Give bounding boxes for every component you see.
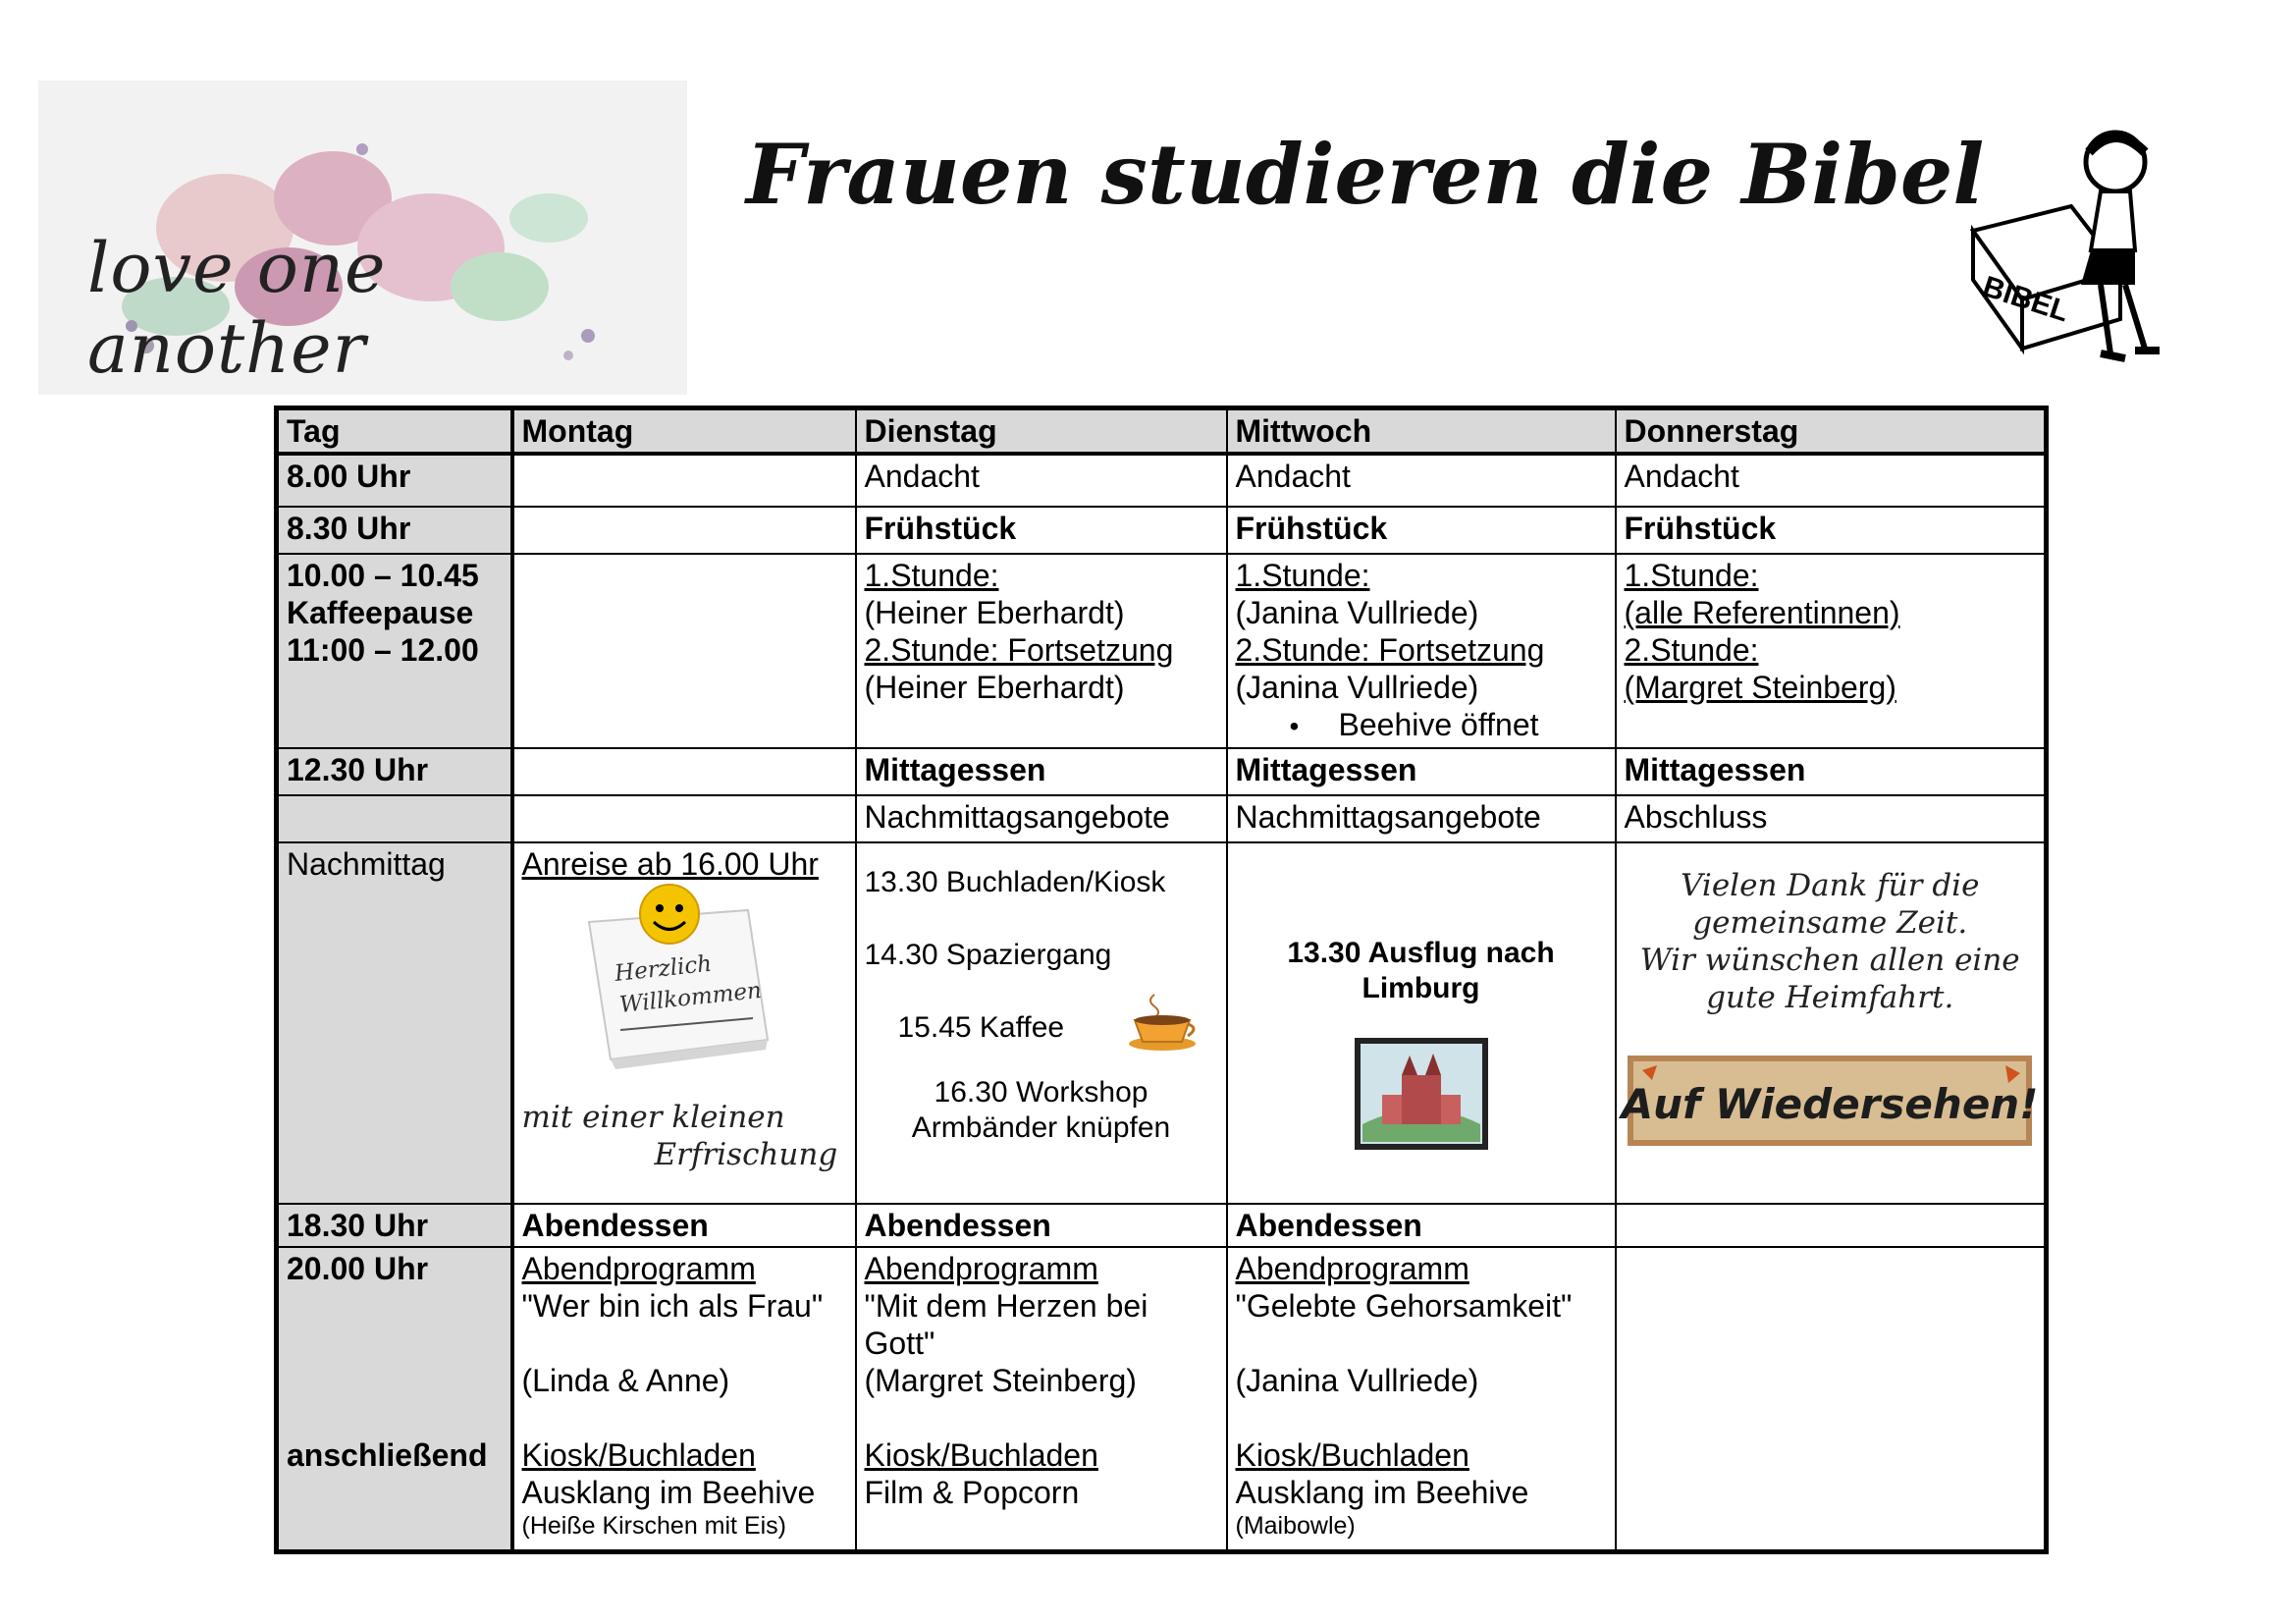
cell-empty: [512, 795, 856, 842]
header-dienstag: Dienstag: [856, 408, 1227, 455]
table-row: [277, 795, 2047, 842]
session-speaker: (Janina Vullriede): [1235, 670, 1479, 705]
cell-empty: [512, 554, 856, 748]
cell-farewell: [1616, 842, 2047, 1204]
time-cell: [277, 554, 512, 748]
cell-arrival: [512, 842, 856, 1204]
cell-fruehstueck: Frühstück: [1616, 507, 2047, 554]
evening-program-speaker: (Janina Vullriede): [1235, 1363, 1479, 1398]
evening-note: (Heiße Kirschen mit Eis): [521, 1512, 786, 1540]
cell-evening-dienstag: [856, 1247, 1227, 1551]
session-heading: 2.Stunde:: [1624, 632, 1759, 668]
page-title: Frauen studieren die Bibel: [746, 126, 1985, 223]
evening-extra: Film & Popcorn: [864, 1475, 1080, 1510]
evening-program-heading: Abendprogramm: [1235, 1251, 1469, 1286]
time-cell: 12.30 Uhr: [277, 748, 512, 795]
auf-wiedersehen-sign: [1621, 1056, 2039, 1146]
session-speaker: (Margret Steinberg): [1624, 670, 1896, 705]
cell-evening-mittwoch: [1227, 1247, 1616, 1551]
cell-fruehstueck: Frühstück: [1227, 507, 1616, 554]
time-line: 10.00 – 10.45: [287, 558, 479, 593]
time-cell: 18.30 Uhr: [277, 1204, 512, 1247]
activity-item: 15.45 Kaffee: [897, 1011, 1065, 1044]
evening-program-title: "Wer bin ich als Frau": [521, 1288, 824, 1324]
evening-extra: Ausklang im Beehive: [521, 1475, 816, 1510]
cell-andacht: Andacht: [1227, 454, 1616, 507]
cell-empty: [512, 454, 856, 507]
excursion-text: Limburg: [1362, 972, 1480, 1004]
table-row: [277, 1247, 2047, 1551]
evening-extra: Ausklang im Beehive: [1235, 1475, 1529, 1510]
cell-empty: [512, 507, 856, 554]
cell-session-dienstag: [856, 554, 1227, 748]
farewell-text: gute Heimfahrt.: [1706, 980, 1954, 1015]
session-speaker: (Heiner Eberhardt): [864, 670, 1125, 705]
woman-on-bible-icon: [1953, 123, 2209, 398]
welcome-note-icon: [522, 883, 856, 1099]
table-row: [277, 748, 2047, 795]
logo-text: love one another: [87, 228, 387, 389]
time-line: 11:00 – 12.00: [287, 632, 479, 668]
time-cell: Nachmittag: [277, 842, 512, 1204]
table-row: [277, 554, 2047, 748]
welcome-note: [522, 883, 847, 1099]
coffee-cup-icon: [1125, 991, 1200, 1052]
arrival-text: Anreise ab 16.00 Uhr: [521, 846, 819, 882]
time-line: Kaffeepause: [287, 595, 474, 630]
cell-abendessen: Abendessen: [1227, 1204, 1616, 1247]
welcome-note-line: Willkommen: [617, 977, 763, 1018]
table-row: [277, 842, 2047, 1204]
kiosk-heading: Kiosk/Buchladen: [521, 1437, 756, 1473]
time-cell: 8.00 Uhr: [277, 454, 512, 507]
welcome-note-line: Herzlich: [613, 950, 713, 987]
activity-item: 13.30 Buchladen/Kiosk: [864, 866, 1166, 898]
session-heading: 2.Stunde: Fortsetzung: [1235, 632, 1545, 668]
limburg-stamp-icon: [1353, 1036, 1490, 1152]
cell-mittagessen: Mittagessen: [1616, 748, 2047, 795]
evening-program-heading: Abendprogramm: [864, 1251, 1098, 1286]
cell-session-mittwoch: [1227, 554, 1616, 748]
farewell-text: Vielen Dank für die: [1681, 868, 1980, 903]
table-row: [277, 1204, 2047, 1247]
session-speaker: (Heiner Eberhardt): [864, 595, 1125, 630]
farewell-text: Wir wünschen allen eine: [1639, 943, 2020, 978]
cell-andacht: Andacht: [856, 454, 1227, 507]
evening-program-title: "Mit dem Herzen bei: [864, 1288, 1148, 1324]
book-label: BIBEL: [1978, 270, 2073, 329]
cell-empty: [1616, 1204, 2047, 1247]
schedule-table: [274, 406, 2049, 1554]
cell-empty: [1616, 1247, 2047, 1551]
cell-mittagessen: Mittagessen: [856, 748, 1227, 795]
session-speaker: (alle Referentinnen): [1624, 595, 1900, 630]
bullet-item: • Beehive öffnet: [1236, 706, 1607, 745]
header-mittwoch: Mittwoch: [1227, 408, 1616, 455]
cell-andacht: Andacht: [1616, 454, 2047, 507]
table-row: [277, 454, 2047, 507]
evening-program-speaker: (Margret Steinberg): [864, 1363, 1137, 1398]
refreshment-text: Erfrischung: [654, 1137, 838, 1172]
auf-wiedersehen-text: Auf Wiedersehen!: [1621, 1080, 2039, 1128]
cell-afternoon-dienstag: [856, 842, 1227, 1204]
time-line: 20.00 Uhr: [287, 1251, 429, 1286]
evening-program-title: "Gelebte Gehorsamkeit": [1235, 1288, 1573, 1324]
activity-item: 16.30 Workshop: [934, 1076, 1148, 1109]
cell-abschluss: Abschluss: [1616, 795, 2047, 842]
activity-item: Armbänder knüpfen: [911, 1111, 1171, 1144]
cell-fruehstueck: Frühstück: [856, 507, 1227, 554]
cell-evening-montag: [512, 1247, 856, 1551]
evening-program-heading: Abendprogramm: [521, 1251, 756, 1286]
table-row: [277, 507, 2047, 554]
time-cell-empty: [277, 795, 512, 842]
activity-item: 14.30 Spaziergang: [864, 939, 1112, 971]
cell-mittagessen: Mittagessen: [1227, 748, 1616, 795]
session-heading: 1.Stunde:: [1235, 558, 1370, 593]
header-montag: Montag: [512, 408, 856, 455]
session-speaker: (Janina Vullriede): [1235, 595, 1479, 630]
session-heading: 1.Stunde:: [864, 558, 999, 593]
cell-nachmittagsangebote: Nachmittagsangebote: [1227, 795, 1616, 842]
refreshment-text: mit einer kleinen: [521, 1100, 785, 1135]
evening-program-title: Gott": [864, 1326, 935, 1361]
session-heading: 2.Stunde: Fortsetzung: [864, 632, 1174, 668]
excursion-text: 13.30 Ausflug nach: [1287, 937, 1555, 969]
kiosk-heading: Kiosk/Buchladen: [864, 1437, 1098, 1473]
time-cell: [277, 1247, 512, 1551]
header-donnerstag: Donnerstag: [1616, 408, 2047, 455]
cell-empty: [512, 748, 856, 795]
header-tag: Tag: [277, 408, 512, 455]
session-heading: 1.Stunde:: [1624, 558, 1759, 593]
time-line: anschließend: [287, 1437, 488, 1473]
love-one-another-logo: [38, 81, 687, 395]
cell-session-donnerstag: [1616, 554, 2047, 748]
cell-afternoon-mittwoch: [1227, 842, 1616, 1204]
cell-nachmittagsangebote: Nachmittagsangebote: [856, 795, 1227, 842]
table-header-row: [277, 408, 2047, 455]
cell-abendessen: Abendessen: [512, 1204, 856, 1247]
cell-abendessen: Abendessen: [856, 1204, 1227, 1247]
evening-note: (Maibowle): [1235, 1512, 1356, 1540]
evening-program-speaker: (Linda & Anne): [521, 1363, 730, 1398]
time-cell: 8.30 Uhr: [277, 507, 512, 554]
farewell-text: gemeinsame Zeit.: [1692, 905, 1968, 941]
kiosk-heading: Kiosk/Buchladen: [1235, 1437, 1469, 1473]
